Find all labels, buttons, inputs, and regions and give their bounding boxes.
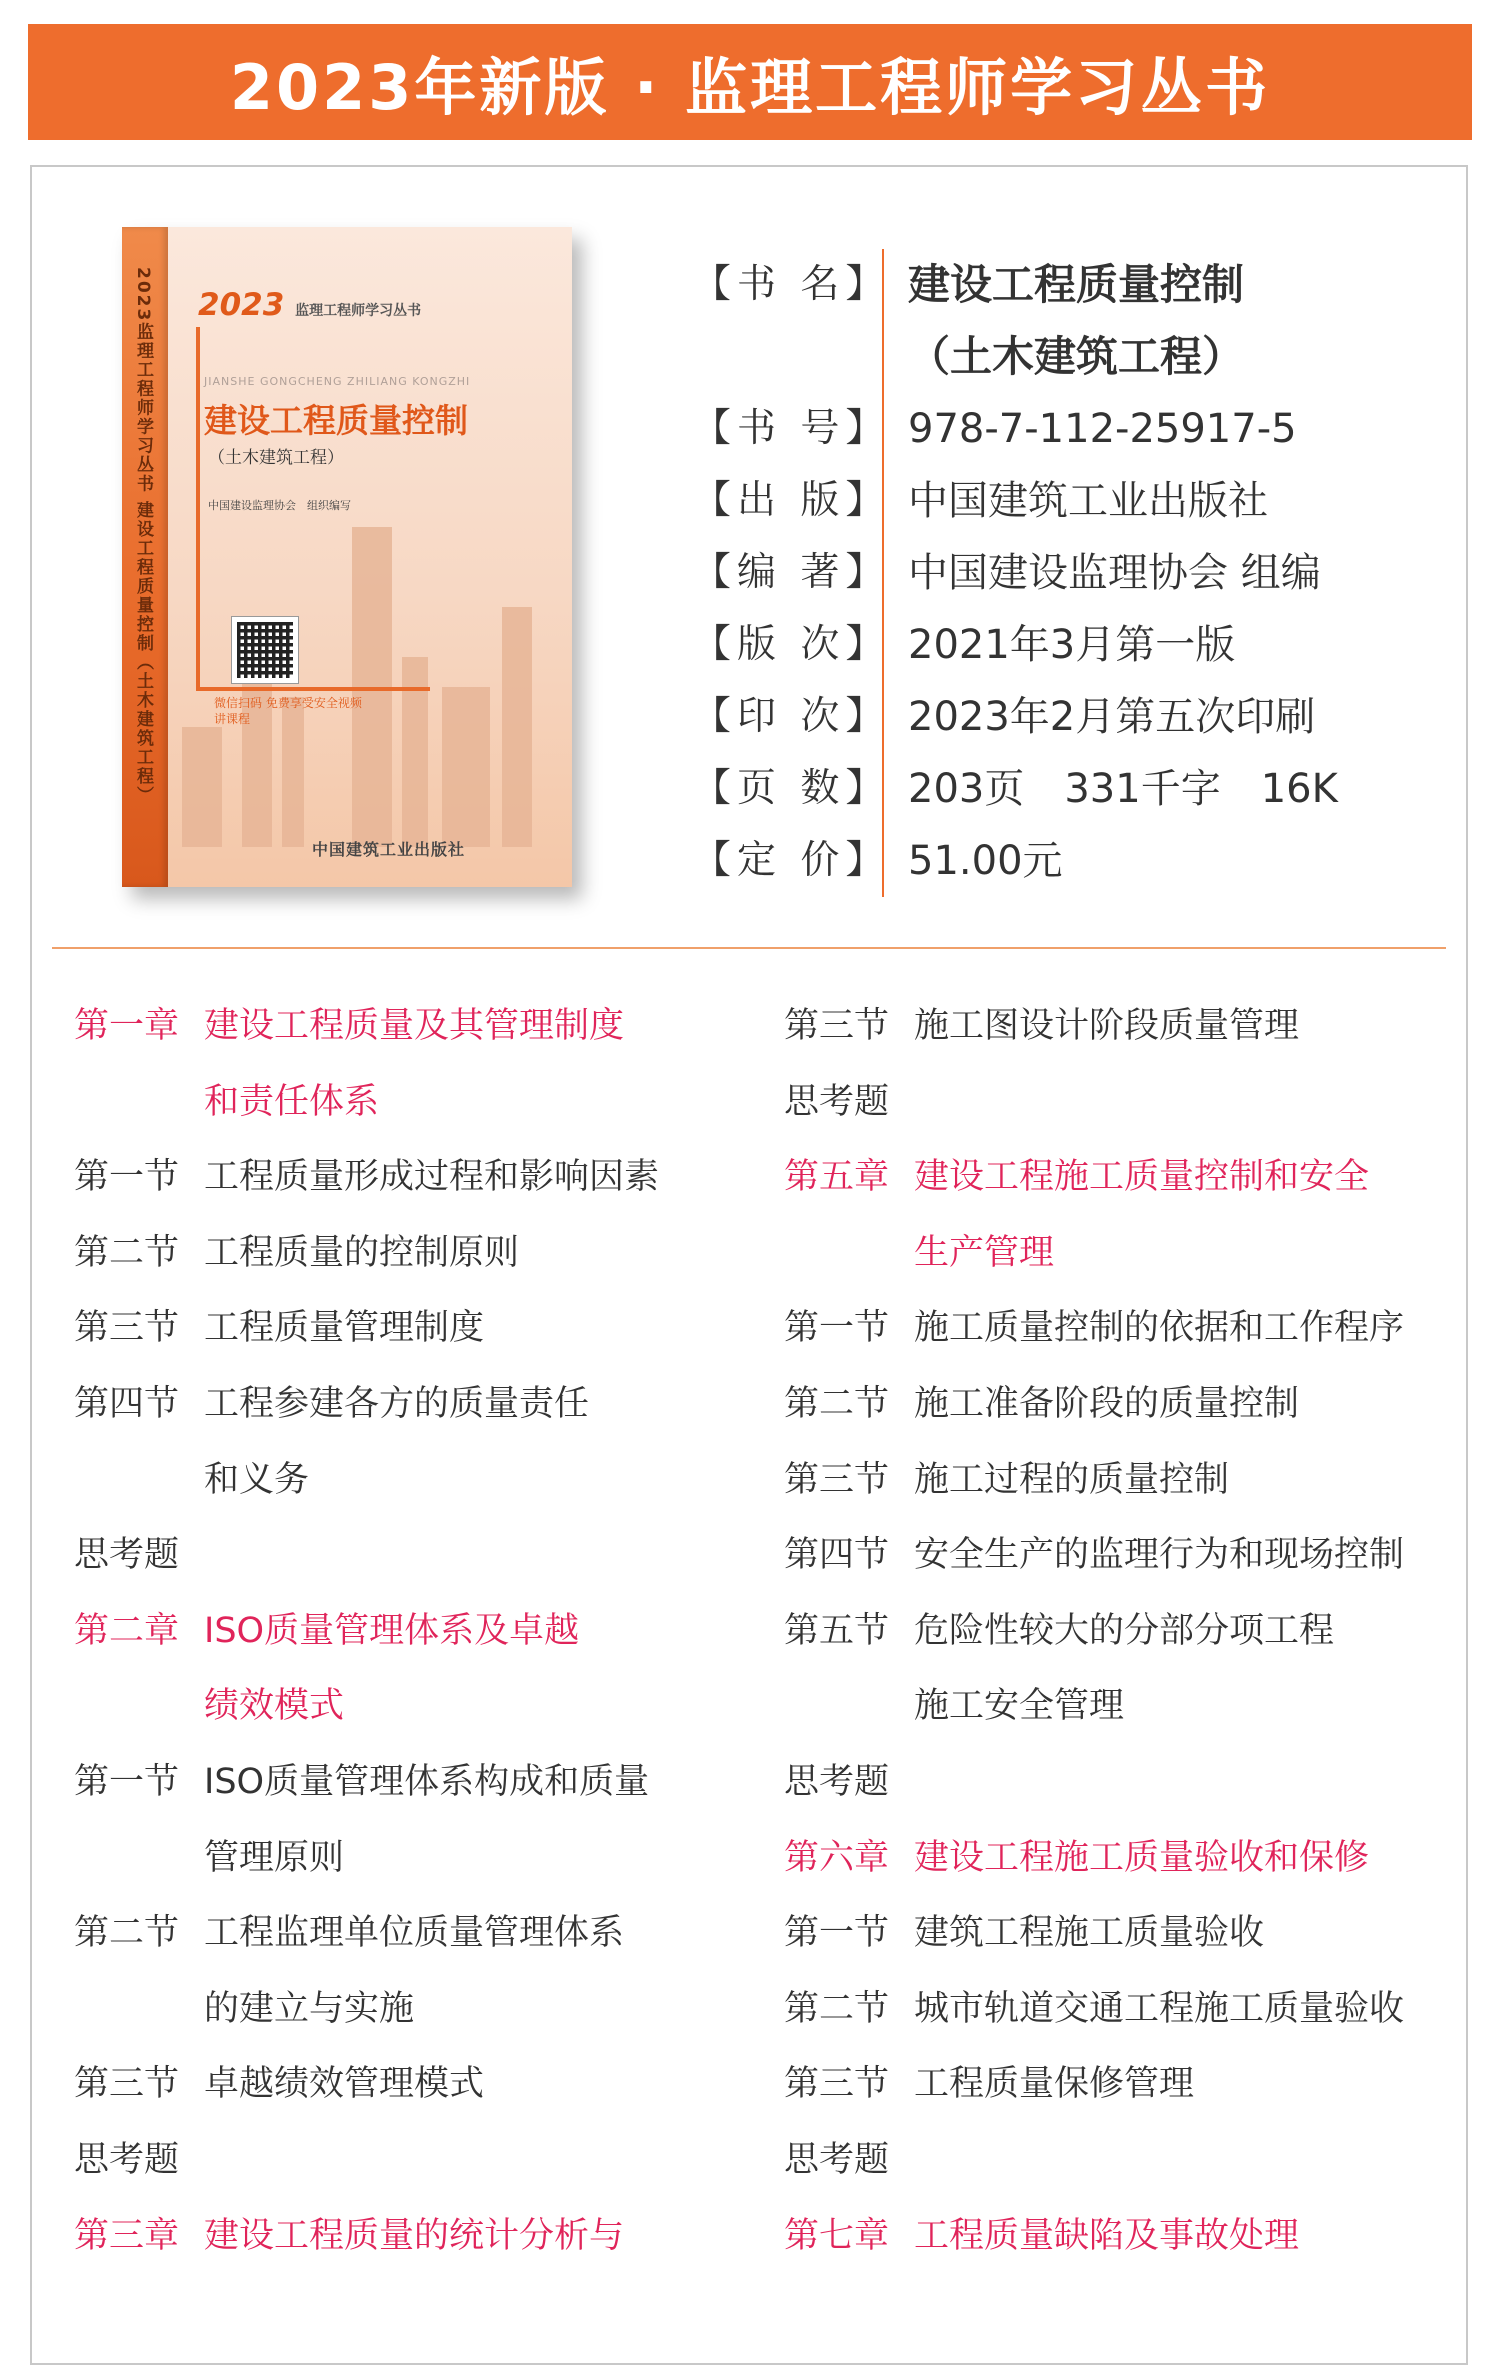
toc-section-line <box>784 1367 1470 1443</box>
toc-label: 思考题 <box>784 2139 890 2180</box>
toc-text: 和义务 <box>204 1459 310 1500</box>
toc-text: 施工质量控制的依据和工作程序 <box>914 1308 1405 1349</box>
info-row <box>692 537 1338 609</box>
toc-chapter-line <box>784 1821 1470 1897</box>
toc-label: 第二节 <box>784 1383 890 1424</box>
toc-chapter-line <box>74 1669 754 1745</box>
toc-section-line <box>74 1745 754 1821</box>
toc-section-line <box>74 1972 754 2048</box>
toc-text: 施工过程的质量控制 <box>914 1459 1230 1500</box>
cover-subtitle: （土木建筑工程） <box>208 448 344 468</box>
toc-label: 第三章 <box>74 2215 180 2256</box>
toc-text: 建设工程施工质量控制和安全 <box>914 1157 1370 1198</box>
toc-section-line <box>74 1291 754 1367</box>
toc-section-line <box>74 1216 754 1292</box>
toc-label: 思考题 <box>74 2139 180 2180</box>
info-row <box>692 465 1338 537</box>
info-label: 【印 次】 <box>692 694 891 739</box>
top-banner <box>28 24 1472 140</box>
toc-label: 第一节 <box>74 1761 180 1802</box>
info-row <box>692 753 1338 825</box>
toc-text: 卓越绩效管理模式 <box>204 2064 485 2105</box>
toc-chapter-line <box>784 1216 1470 1292</box>
toc-left-column <box>74 989 754 2274</box>
toc-section-line <box>784 989 1470 1065</box>
toc-text: 工程质量保修管理 <box>914 2064 1195 2105</box>
info-value: 中国建筑工业出版社 <box>882 465 1268 537</box>
toc-label: 第五章 <box>784 1157 890 1198</box>
toc-text: 工程质量缺陷及事故处理 <box>914 2215 1300 2256</box>
book-cover-image <box>122 227 572 887</box>
toc-text: 工程质量形成过程和影响因素 <box>204 1157 660 1198</box>
info-label: 【书 号】 <box>692 406 891 451</box>
info-value: 2021年3月第一版 <box>882 609 1235 681</box>
toc-section-line <box>784 1065 1470 1141</box>
toc-label: 第四节 <box>784 1535 890 1576</box>
info-value-title <box>882 249 1244 393</box>
toc-label: 第三节 <box>74 2064 180 2105</box>
toc-label: 第二节 <box>784 1988 890 2029</box>
toc-label: 第一节 <box>784 1308 890 1349</box>
toc-section-line <box>74 2047 754 2123</box>
cover-series <box>198 287 421 323</box>
toc-label: 第一节 <box>74 1157 180 1198</box>
toc-section-line <box>784 1518 1470 1594</box>
toc-text: 建设工程施工质量验收和保修 <box>914 1837 1370 1878</box>
toc-label: 第三节 <box>784 1459 890 1500</box>
toc-text: 的建立与实施 <box>204 1988 415 2029</box>
info-label: 【页 数】 <box>692 766 891 811</box>
toc-section-line <box>784 1669 1470 1745</box>
toc-label: 第七章 <box>784 2215 890 2256</box>
title-line-1: 建设工程质量控制 <box>908 260 1245 309</box>
toc-section-line <box>74 1443 754 1519</box>
toc-text: 施工图设计阶段质量管理 <box>914 1006 1300 1046</box>
cover-series-year: 2023 <box>198 287 285 323</box>
info-row <box>692 825 1338 897</box>
toc-label: 第六章 <box>784 1837 890 1878</box>
toc-label: 思考题 <box>784 1081 890 1122</box>
toc-section-line <box>74 1896 754 1972</box>
toc-text: 和责任体系 <box>204 1081 380 1122</box>
toc-section-line <box>784 1745 1470 1821</box>
info-label: 【书 名】 <box>692 262 891 307</box>
toc-label: 第一章 <box>74 1006 180 1046</box>
toc-section-line <box>784 1443 1470 1519</box>
info-row <box>692 681 1338 753</box>
toc-section-line <box>74 1821 754 1897</box>
toc-text: 施工安全管理 <box>914 1686 1125 1727</box>
toc-label: 第三节 <box>784 1006 890 1046</box>
info-value: 中国建设监理协会 组编 <box>882 537 1321 609</box>
section-divider <box>52 947 1446 949</box>
toc-label: 思考题 <box>74 1535 180 1576</box>
toc-text: ISO质量管理体系构成和质量 <box>204 1761 650 1802</box>
toc-section-line <box>74 2123 754 2199</box>
toc-section-line <box>784 1972 1470 2048</box>
title-line-2: （土木建筑工程） <box>908 332 1245 381</box>
toc-label: 第二节 <box>74 1232 180 1273</box>
toc-right-column <box>784 989 1470 2274</box>
toc-text: 工程质量管理制度 <box>204 1308 485 1349</box>
toc-label: 第三节 <box>784 2064 890 2105</box>
toc-label: 第二节 <box>74 1913 180 1954</box>
toc-section-line <box>784 1896 1470 1972</box>
cover-title: 建设工程质量控制 <box>204 401 468 440</box>
toc-section-line <box>74 1518 754 1594</box>
toc-section-line <box>784 2123 1470 2199</box>
info-label: 【定 价】 <box>692 838 891 883</box>
banner-title: 2023年新版 · 监理工程师学习丛书 <box>229 50 1271 124</box>
book-spine <box>122 227 168 887</box>
toc-label: 第三节 <box>74 1308 180 1349</box>
cover-pinyin: JIANSHE GONGCHENG ZHILIANG KONGZHI <box>204 375 471 388</box>
toc-chapter-line <box>784 2199 1470 2275</box>
info-row <box>692 393 1338 465</box>
toc-text: 城市轨道交通工程施工质量验收 <box>914 1988 1405 2029</box>
cover-series-name: 监理工程师学习丛书 <box>295 303 422 319</box>
info-label: 【版 次】 <box>692 622 891 667</box>
info-value: 203页 331千字 16K <box>882 753 1338 825</box>
toc-section-line <box>74 1367 754 1443</box>
toc-section-line <box>784 1594 1470 1670</box>
book-info-table <box>692 249 1338 897</box>
content-panel <box>30 165 1468 2365</box>
toc-section-line <box>74 1140 754 1216</box>
info-row-title <box>692 249 1338 393</box>
cover-author: 中国建设监理协会 组织编写 <box>208 499 351 512</box>
toc-chapter-line <box>74 1594 754 1670</box>
toc-text: 危险性较大的分部分项工程 <box>914 1610 1335 1651</box>
toc-text: 管理原则 <box>204 1837 345 1878</box>
toc-section-line <box>784 1291 1470 1367</box>
spine-text: 2023监理工程师学习丛书 建设工程质量控制（土木建筑工程） <box>133 267 153 806</box>
toc-text: 工程监理单位质量管理体系 <box>204 1913 625 1954</box>
toc-chapter-line <box>784 1140 1470 1216</box>
qr-code-icon <box>232 617 298 683</box>
info-value: 2023年2月第五次印刷 <box>882 681 1315 753</box>
cover-scan-text: 微信扫码 免费享受安全视频讲课程 <box>214 696 362 726</box>
info-value: 51.00元 <box>882 825 1063 897</box>
toc-label: 第五节 <box>784 1610 890 1651</box>
toc-text: 生产管理 <box>914 1232 1055 1273</box>
cover-publisher: 中国建筑工业出版社 <box>312 840 466 859</box>
toc-label: 第二章 <box>74 1610 180 1651</box>
toc-text: 施工准备阶段的质量控制 <box>914 1383 1300 1424</box>
info-row <box>692 609 1338 681</box>
toc-text: 建设工程质量及其管理制度 <box>204 1006 625 1046</box>
toc-text: 工程参建各方的质量责任 <box>204 1383 590 1424</box>
toc-chapter-line <box>74 1065 754 1141</box>
info-value: 978-7-112-25917-5 <box>882 393 1297 465</box>
toc-text: ISO质量管理体系及卓越 <box>204 1610 580 1651</box>
toc-text: 建筑工程施工质量验收 <box>914 1913 1265 1954</box>
toc-chapter-line <box>74 2199 754 2275</box>
toc-section-line <box>784 2047 1470 2123</box>
info-label: 【出 版】 <box>692 478 891 523</box>
toc-text: 工程质量的控制原则 <box>204 1232 520 1273</box>
toc-label: 第一节 <box>784 1913 890 1954</box>
info-label: 【编 著】 <box>692 550 891 595</box>
toc-text: 建设工程质量的统计分析与 <box>204 2215 625 2256</box>
toc-label: 第四节 <box>74 1383 180 1424</box>
toc-label: 思考题 <box>784 1761 890 1802</box>
toc-chapter-line <box>74 989 754 1065</box>
toc-text: 绩效模式 <box>204 1686 345 1727</box>
toc-text: 安全生产的监理行为和现场控制 <box>914 1535 1405 1576</box>
